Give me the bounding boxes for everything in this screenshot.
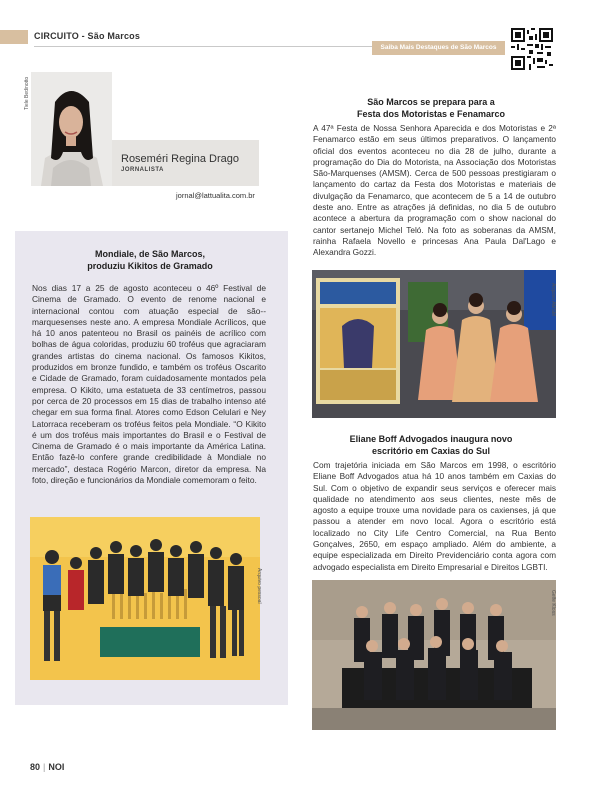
fenamarco-title-line2: Festa dos Motoristas e Fenamarco <box>356 109 506 119</box>
columnist-photo-credit: Tiele Bedinotto <box>24 76 30 110</box>
page-footer: 80 | NOI <box>30 762 65 772</box>
boff-article-body: Com trajetória iniciada em São Marcos em 1998, o escritório Eliane Boff Advogados atua há 10 anos também em Caxias do Sul. Com o objetivo de expandir seus serviços e oferecer mais qualidade no atendimento aos seus clientes, neste mês de agosto a equipe trouxe uma novidade para os caxienses, já que passou a atender em novo local. Agora o escritório está localizado no City Life Centro Comercial, na Rua Bento Gonçalves, 2650, em espaço ampliado. Além do ambiente, a equipe especializada em Direito Previdenciário conta agora com advogado especialista em Direito Empresarial e Direitos LGBTI. <box>313 460 556 572</box>
fenamarco-photo-credit: Arquivo AMSM <box>550 283 556 317</box>
boff-article-title <box>326 433 536 457</box>
left-article-title-line1: Mondiale, de São Marcos, <box>94 249 206 259</box>
left-article-body: Nos dias 17 a 25 de agosto aconteceu o 46º Festival de Cinema de Gramado. O evento de renome nacional e internacional contou com atuação especial de são--marquesenses neste ano. A empresa Mondiale Acrílicos, que há 10 anos patenteou no Brasil os painéis de acrílico com bolhas de água coloridas, produziu 60 troféus que agraciaram grandes artistas do cinema nacional. Os famosos Kikitos, produzidos em bronze fundido, e também os troféus Oscarito e Cidade de Gramado, foram cuidadosamente montados pela empresa. O Kikito, uma estatueta de 33 centímetros, passou por cerca de 20 processos em 15 dias de trabalho intenso até chegar em sua forma final. Atores como Edson Celulari e Ney Latorraca receberam os troféus feitos pela Mondiale. “O Kikito é um dos troféus mais importantes do Brasil e o Festival de Cinema de Gramado é o mais importante da América Latina. Então fazê-lo confere grande credibilidade à Mondiale no mercado”, destaca Rogério Marcon, diretor da empresa. Na foto, direção e funcionários da Mondiale comemoram o feito. <box>32 283 266 486</box>
fenamarco-article-title <box>326 96 536 120</box>
amsm-sovereigns-photo <box>312 270 556 418</box>
qr-code-icon[interactable] <box>511 28 553 70</box>
mondiale-team-photo <box>30 517 260 680</box>
magazine-name: NOI <box>48 762 65 772</box>
columnist-email-link[interactable]: jornal@lattualita.com.br <box>176 191 255 200</box>
boff-title-line2: escritório em Caxias do Sul <box>371 446 491 456</box>
left-article-title <box>40 248 260 272</box>
columnist-photo <box>31 72 112 186</box>
columnist-role: JORNALISTA <box>121 167 164 173</box>
section-color-tab <box>0 30 28 44</box>
boff-photo-credit: Gelfe Kloss <box>550 590 556 616</box>
fenamarco-article-body: A 47ª Festa de Nossa Senhora Aparecida e dos Motoristas e 2ª Fenamarco estão em seus últimos preparativos. O lançamento oficial dos eventos aconteceu no dia 28 de julho, durante a programação do Dia do Motorista, na Associação dos Motoristas São-Marquenses (AMSM). Cerca de 500 pessoas prestigiaram o lançamento do cartaz da Festa dos Motoristas e materiais de divulgação da Fenamarco, que acontecem de 5 a 14 de outubro deste ano. Entre as atrações já definidas, no dia 5 de outubro acontece a abertura da programação com o show nacional do cantor sertanejo Michel Teló. Na foto as soberanas da AMSM, rainha Rafaela Novello e princesas Ana Paula Dal'Lago e Alexandra Gozzi. <box>313 123 556 258</box>
page-number: 80 <box>30 762 41 772</box>
fenamarco-title-line1: São Marcos se prepara para a <box>367 97 495 107</box>
section-title: CIRCUITO - São Marcos <box>34 31 141 41</box>
columnist-name: Roseméri Regina Drago <box>121 153 239 165</box>
left-photo-credit: Arquivo pessoal <box>256 568 262 604</box>
boff-team-photo <box>312 580 556 730</box>
left-article-title-line2: produziu Kikitos de Gramado <box>87 261 213 271</box>
highlights-badge: Saiba Mais Destaques de São Marcos <box>372 41 505 55</box>
boff-title-line1: Eliane Boff Advogados inaugura novo <box>349 434 513 444</box>
